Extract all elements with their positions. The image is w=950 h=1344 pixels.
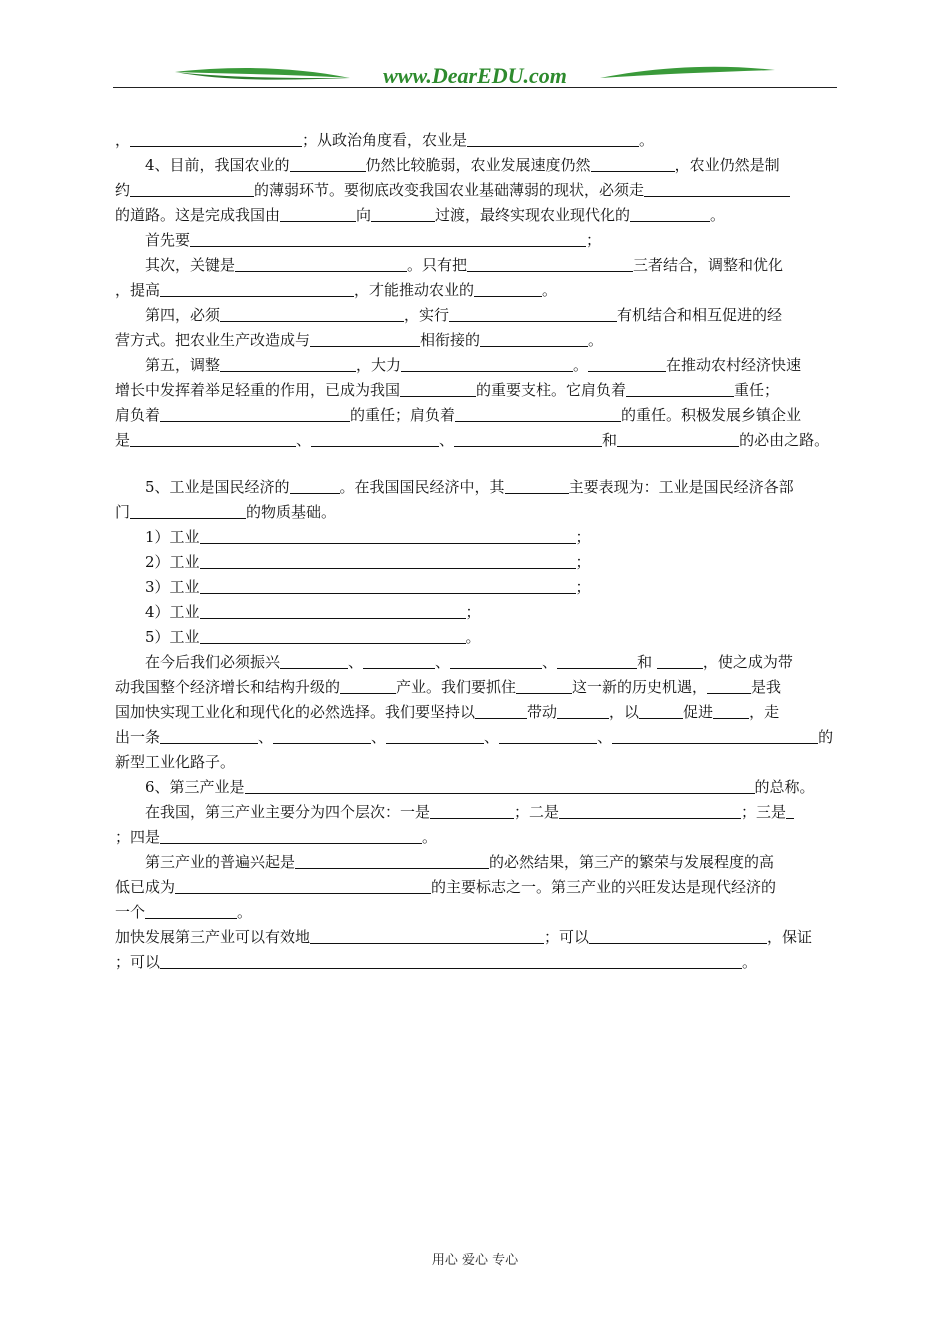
text-line: 一个 。: [115, 903, 253, 921]
question-4: 4、目前，我国农业的 仍然比较脆弱，农业发展速度仍然 ，农业仍然是制: [145, 156, 780, 174]
logo-text: www.DearEDU.com: [383, 63, 567, 88]
text-line: 的道路。这是完成我国由 向 过渡，最终实现农业现代化的 。: [115, 206, 726, 224]
text-line: 门 的物质基础。: [115, 503, 337, 521]
worksheet-body: [115, 128, 837, 975]
text-line: 第五，调整 ，大力 。 在推动农村经济快速: [145, 356, 802, 374]
text-line: ；四是 。: [115, 828, 438, 846]
text-line: ，提高 ，才能推动农业的 。: [115, 281, 558, 299]
question-6: 6、第三产业是 的总称。: [145, 778, 815, 796]
text-line: 低已成为 的主要标志之一。第三产业的兴旺发达是现代经济的: [115, 878, 777, 896]
text-line: 国加快实现工业化和现代化的必然选择。我们要坚持以 带动 ，以 促进 ，走: [115, 703, 780, 721]
text-line: 其次，关键是 。只有把 三者结合，调整和优化: [145, 256, 784, 274]
list-item: 5）工业 。: [145, 628, 481, 646]
text-line: 营方式。把农业生产改造成与 相衔接的 。: [115, 331, 604, 349]
text-line: 首先要 ；: [145, 231, 602, 249]
text-line: 在今后我们必须振兴 、 、 、 和 ，使之成为带: [145, 653, 793, 671]
text-line: 出一条 、 、 、 、 的: [115, 728, 834, 746]
text-line: 新型工业化路子。: [115, 753, 236, 771]
text-line: 增长中发挥着举足轻重的作用，已成为我国 的重要支柱。它肩负着 重任；: [115, 381, 780, 399]
text-line: 加快发展第三产业可以有效地 ；可以 ，保证: [115, 928, 813, 946]
header-rule: [113, 87, 837, 88]
text-line: 动我国整个经济增长和结构升级的 产业。我们要抓住 这一新的历史机遇， 是我: [115, 678, 782, 696]
list-item: 2）工业 ；: [145, 553, 591, 571]
text-line: 第三产业的普遍兴起是 的必然结果，第三产的繁荣与发展程度的高: [145, 853, 775, 871]
page-footer: 用心 爱心 专心: [431, 1253, 519, 1268]
text-line: ， ；从政治角度看，农业是 。: [115, 131, 655, 149]
text-line: 在我国，第三产业主要分为四个层次：一是 ；二是 ；三是: [115, 800, 837, 825]
text-line: 约 的薄弱环节。要彻底改变我国农业基础薄弱的现状，必须走: [115, 178, 837, 203]
text-line: ；可以 。: [115, 953, 758, 971]
question-5: 5、工业是国民经济的 。在我国国民经济中，其 主要表现为：工业是国民经济各部: [145, 478, 794, 496]
list-item: 4）工业 ；: [145, 603, 481, 621]
list-item: 3）工业 ；: [145, 578, 591, 596]
text-line: 肩负着 的重任；肩负着 的重任。积极发展乡镇企业: [115, 406, 802, 424]
list-item: 1）工业 ；: [145, 528, 591, 546]
text-line: 第四，必须 ，实行 有机结合和相互促进的经: [145, 306, 783, 324]
text-line: 是 、 、 和 的必由之路。: [115, 431, 830, 449]
